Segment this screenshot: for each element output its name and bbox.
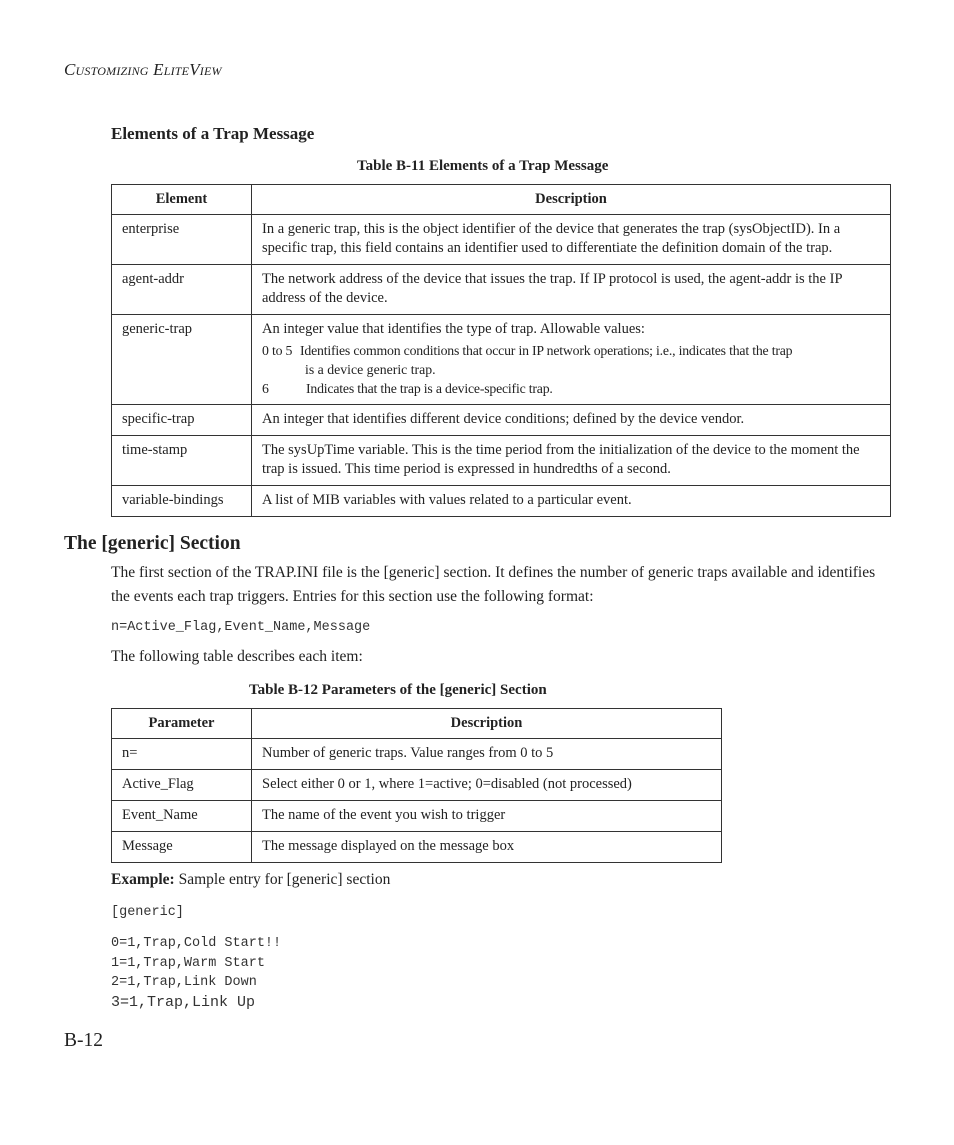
parameter-cell: Active_Flag bbox=[112, 770, 252, 801]
table-caption: Table B-11 Elements of a Trap Message bbox=[357, 158, 609, 174]
example-line bbox=[111, 871, 390, 889]
parameter-cell: Message bbox=[112, 832, 252, 863]
value-row bbox=[262, 341, 880, 360]
running-head bbox=[64, 60, 222, 80]
running-head-initial: C bbox=[64, 60, 76, 79]
description-cell: A list of MIB variables with values related to a particular event. bbox=[252, 486, 891, 517]
element-cell: time-stamp bbox=[112, 436, 252, 486]
value-text: Identifies common conditions that occur in IP network operations; i.e., indicates that the trap bbox=[300, 343, 793, 358]
element-cell: agent-addr bbox=[112, 265, 252, 315]
generic-trap-intro: An integer value that identifies the type of trap. Allowable values: bbox=[262, 321, 645, 337]
value-code: 0 to 5 bbox=[262, 343, 293, 358]
table-row bbox=[112, 315, 891, 405]
description-cell: An integer that identifies different device conditions; defined by the device vendor. bbox=[252, 405, 891, 436]
column-header: Element bbox=[112, 185, 252, 215]
running-head-initial: E bbox=[153, 60, 164, 79]
running-head-word: IEW bbox=[199, 64, 222, 78]
example-label: Example: bbox=[111, 871, 175, 888]
code-line: 0=1,Trap,Cold Start!! bbox=[111, 936, 282, 951]
code-line: 2=1,Trap,Link Down bbox=[111, 975, 257, 990]
table-row bbox=[112, 770, 722, 801]
column-header: Description bbox=[252, 709, 722, 739]
table-header-row bbox=[112, 185, 891, 215]
body-paragraph: The following table describes each item: bbox=[111, 648, 363, 665]
code-block bbox=[111, 934, 281, 1012]
description-cell: Number of generic traps. Value ranges from 0 to 5 bbox=[252, 739, 722, 770]
column-header: Description bbox=[252, 185, 891, 215]
element-cell: enterprise bbox=[112, 215, 252, 265]
parameters-table bbox=[111, 708, 722, 863]
table-row bbox=[112, 265, 891, 315]
table-row bbox=[112, 486, 891, 517]
format-code: n=Active_Flag,Event_Name,Message bbox=[111, 620, 371, 635]
description-cell: The sysUpTime variable. This is the time period from the initialization of the device to the moment the trap is issued. This time period is expressed in hundredths of a second. bbox=[252, 436, 891, 486]
code-section-header: [generic] bbox=[111, 905, 184, 920]
value-text-continued: is a device generic trap. bbox=[305, 362, 436, 377]
table-row bbox=[112, 739, 722, 770]
table-row bbox=[112, 832, 722, 863]
description-cell: The network address of the device that issues the trap. If IP protocol is used, the agent-addr is the IP address of the device. bbox=[252, 265, 891, 315]
value-text: Indicates that the trap is a device-specific trap. bbox=[306, 381, 553, 396]
running-head-word: USTOMIZING bbox=[75, 64, 149, 78]
element-cell: generic-trap bbox=[112, 315, 252, 405]
value-code: 6 bbox=[262, 381, 269, 396]
parameter-cell: n= bbox=[112, 739, 252, 770]
running-head-word: LITE bbox=[163, 64, 190, 78]
page-number: B-12 bbox=[64, 1030, 103, 1051]
description-cell: Select either 0 or 1, where 1=active; 0=disabled (not processed) bbox=[252, 770, 722, 801]
description-cell bbox=[252, 315, 891, 405]
table-header-row bbox=[112, 709, 722, 739]
description-cell: In a generic trap, this is the object identifier of the device that generates the trap (sysObjectID). In a specific trap, this field contains an identifier used to differentiate the definition domain of the trap. bbox=[252, 215, 891, 265]
code-line: 1=1,Trap,Warm Start bbox=[111, 955, 265, 971]
subheading: Elements of a Trap Message bbox=[111, 124, 315, 143]
element-cell: specific-trap bbox=[112, 405, 252, 436]
description-cell: The message displayed on the message box bbox=[252, 832, 722, 863]
table-caption: Table B-12 Parameters of the [generic] Section bbox=[249, 682, 547, 698]
element-cell: variable-bindings bbox=[112, 486, 252, 517]
description-cell: The name of the event you wish to trigger bbox=[252, 801, 722, 832]
value-row bbox=[262, 379, 880, 398]
example-text: Sample entry for [generic] section bbox=[174, 871, 391, 888]
column-header: Parameter bbox=[112, 709, 252, 739]
body-paragraph: The first section of the TRAP.INI file is the [generic] section. It defines the number of generic traps available and identifies the events each trap triggers. Entries for this section use the following format: bbox=[111, 564, 876, 605]
parameter-cell: Event_Name bbox=[112, 801, 252, 832]
code-line: 3=1,Trap,Link Up bbox=[111, 993, 256, 1011]
table-row bbox=[112, 436, 891, 486]
section-heading: The [generic] Section bbox=[64, 533, 241, 554]
table-row bbox=[112, 801, 722, 832]
table-row bbox=[112, 405, 891, 436]
running-head-initial: V bbox=[189, 60, 200, 79]
table-row bbox=[112, 215, 891, 265]
elements-table bbox=[111, 184, 891, 517]
